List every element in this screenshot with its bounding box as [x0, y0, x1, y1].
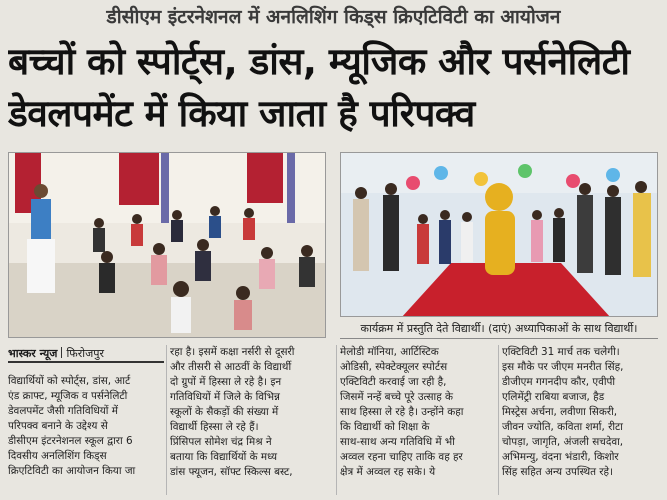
body-line: चोपड़ा, जागृति, अंजली सचदेवा, — [502, 436, 624, 448]
body-line: मिस्ट्रेस अर्चना, लवीणा सिकरी, — [502, 406, 618, 418]
column-rule — [498, 345, 499, 495]
teacher-shirt — [31, 199, 51, 239]
body-line: एक्टिविटी करवाई जा रही है, — [340, 376, 447, 388]
byline-source: भास्कर न्यूज — [8, 347, 58, 360]
teacher-pants — [27, 239, 55, 293]
teacher-head — [34, 184, 48, 198]
body-line: अव्वल रहना चाहिए ताकि वह हर — [340, 451, 463, 463]
hall-floor — [9, 263, 326, 338]
body-column-1 — [8, 374, 164, 479]
curtain-middle — [119, 153, 159, 205]
column-rule — [336, 345, 337, 495]
body-line: सिंह सहित अन्य उपस्थित रहे। — [502, 466, 614, 478]
body-line: डीसीएम इंटरनेशनल स्कूल द्वारा 6 — [8, 435, 133, 447]
mascot-body — [485, 211, 515, 275]
byline-divider — [61, 347, 62, 358]
body-column-4 — [502, 345, 660, 480]
group-photo-illustration — [341, 153, 658, 317]
body-line: डीजीएम गगनदीप कौर, एवीपी — [502, 376, 616, 388]
headline-line-2: डेवलपमेंट में किया जाता है परिपक्व — [8, 92, 475, 135]
body-line: एक्टिविटी 31 मार्च तक चलेगी। — [502, 346, 620, 358]
pillar-blue — [161, 153, 169, 223]
body-line: और तीसरी से आठवीं के विद्यार्थी — [170, 361, 292, 373]
body-line: अभिमन्यु, वंदना भंडारी, किशोर — [502, 451, 619, 463]
body-line: ओडिसी, स्पेक्टेक्यूलर स्पोर्टस — [340, 361, 448, 373]
body-line: जिसमें नन्हें बच्चे पूरे उत्साह के — [340, 391, 454, 403]
body-line: बताया कि विद्यार्थियों के मध्य — [170, 451, 278, 463]
pillar-blue-2 — [287, 153, 295, 223]
body-line: साथ हिस्सा ले रहे है। उन्होंने कहा — [340, 406, 464, 418]
body-line: डेवलपमेंट जैसी गतिविधियों में — [8, 405, 119, 417]
body-column-2 — [170, 345, 332, 480]
body-line: साथ-साथ अन्य गतिविधि में भी — [340, 436, 455, 448]
body-line: कि विद्यार्थी को शिक्षा के — [340, 421, 430, 433]
byline — [8, 345, 164, 363]
body-line: क्षेत्र में अव्वल रह सके। ये — [340, 466, 436, 478]
body-line: क्रिएटिविटी का आयोजन किया जा — [8, 465, 136, 477]
article-headline — [8, 36, 660, 140]
body-line: प्रिंसिपल सोमेश चंद्र मिश्र ने — [170, 436, 272, 448]
column-rule — [166, 345, 167, 495]
body-line: इस मौके पर जीएम मनरीत सिंह, — [502, 361, 624, 373]
photo-caption: कार्यक्रम में प्रस्तुति देते विद्यार्थी। (दाएं) अध्यापिकाओं के साथ विद्यार्थी। — [340, 319, 658, 339]
dance-photo — [8, 152, 326, 338]
body-line: परिपक्व बनाने के उद्देश्य से — [8, 420, 108, 432]
body-line: गतिविधियों में जिले के विभिन्न — [170, 391, 280, 403]
body-line: एलिमेंट्री राबिया बजाज, हैड — [502, 391, 605, 403]
body-line: एंड क्राफ्ट, म्यूजिक व पर्सनेलिटी — [8, 390, 128, 402]
mascot-head — [485, 183, 513, 211]
body-column-3 — [340, 345, 496, 480]
body-line: विद्यार्थी हिस्सा ले रहे हैं। — [170, 421, 259, 433]
headline-line-1: बच्चों को स्पोर्ट्स, डांस, म्यूजिक और पर्सनेलिटी — [8, 40, 630, 83]
dance-photo-illustration — [9, 153, 326, 338]
body-line: डांस फ्यूजन, सॉफ्ट स्किल्स बस्ट, — [170, 466, 293, 478]
body-line: मेलोडी मॉनिया, आर्टिस्टिक — [340, 346, 439, 358]
article-kicker: डीसीएम इंटरनेशनल में अनलिशिंग किड्स क्रिएटिविटी का आयोजन — [106, 6, 561, 28]
group-photo — [340, 152, 658, 317]
body-line: दिवसीय अनलिशिंग किड्स — [8, 450, 107, 462]
curtain-right — [247, 153, 283, 203]
body-line: रहा है। इसमें कक्षा नर्सरी से दूसरी — [170, 346, 295, 358]
body-line: स्कूलों के सैकड़ों की संख्या में — [170, 406, 279, 418]
body-line: विद्यार्थियों को स्पोर्ट्स, डांस, आर्ट — [8, 375, 131, 387]
byline-place: फिरोजपुर — [66, 347, 105, 360]
body-line: दो ग्रुपों में हिस्सा ले रहे है। इन — [170, 376, 282, 388]
body-line: जीवन ज्योति, कविता शर्मा, रीटा — [502, 421, 623, 433]
